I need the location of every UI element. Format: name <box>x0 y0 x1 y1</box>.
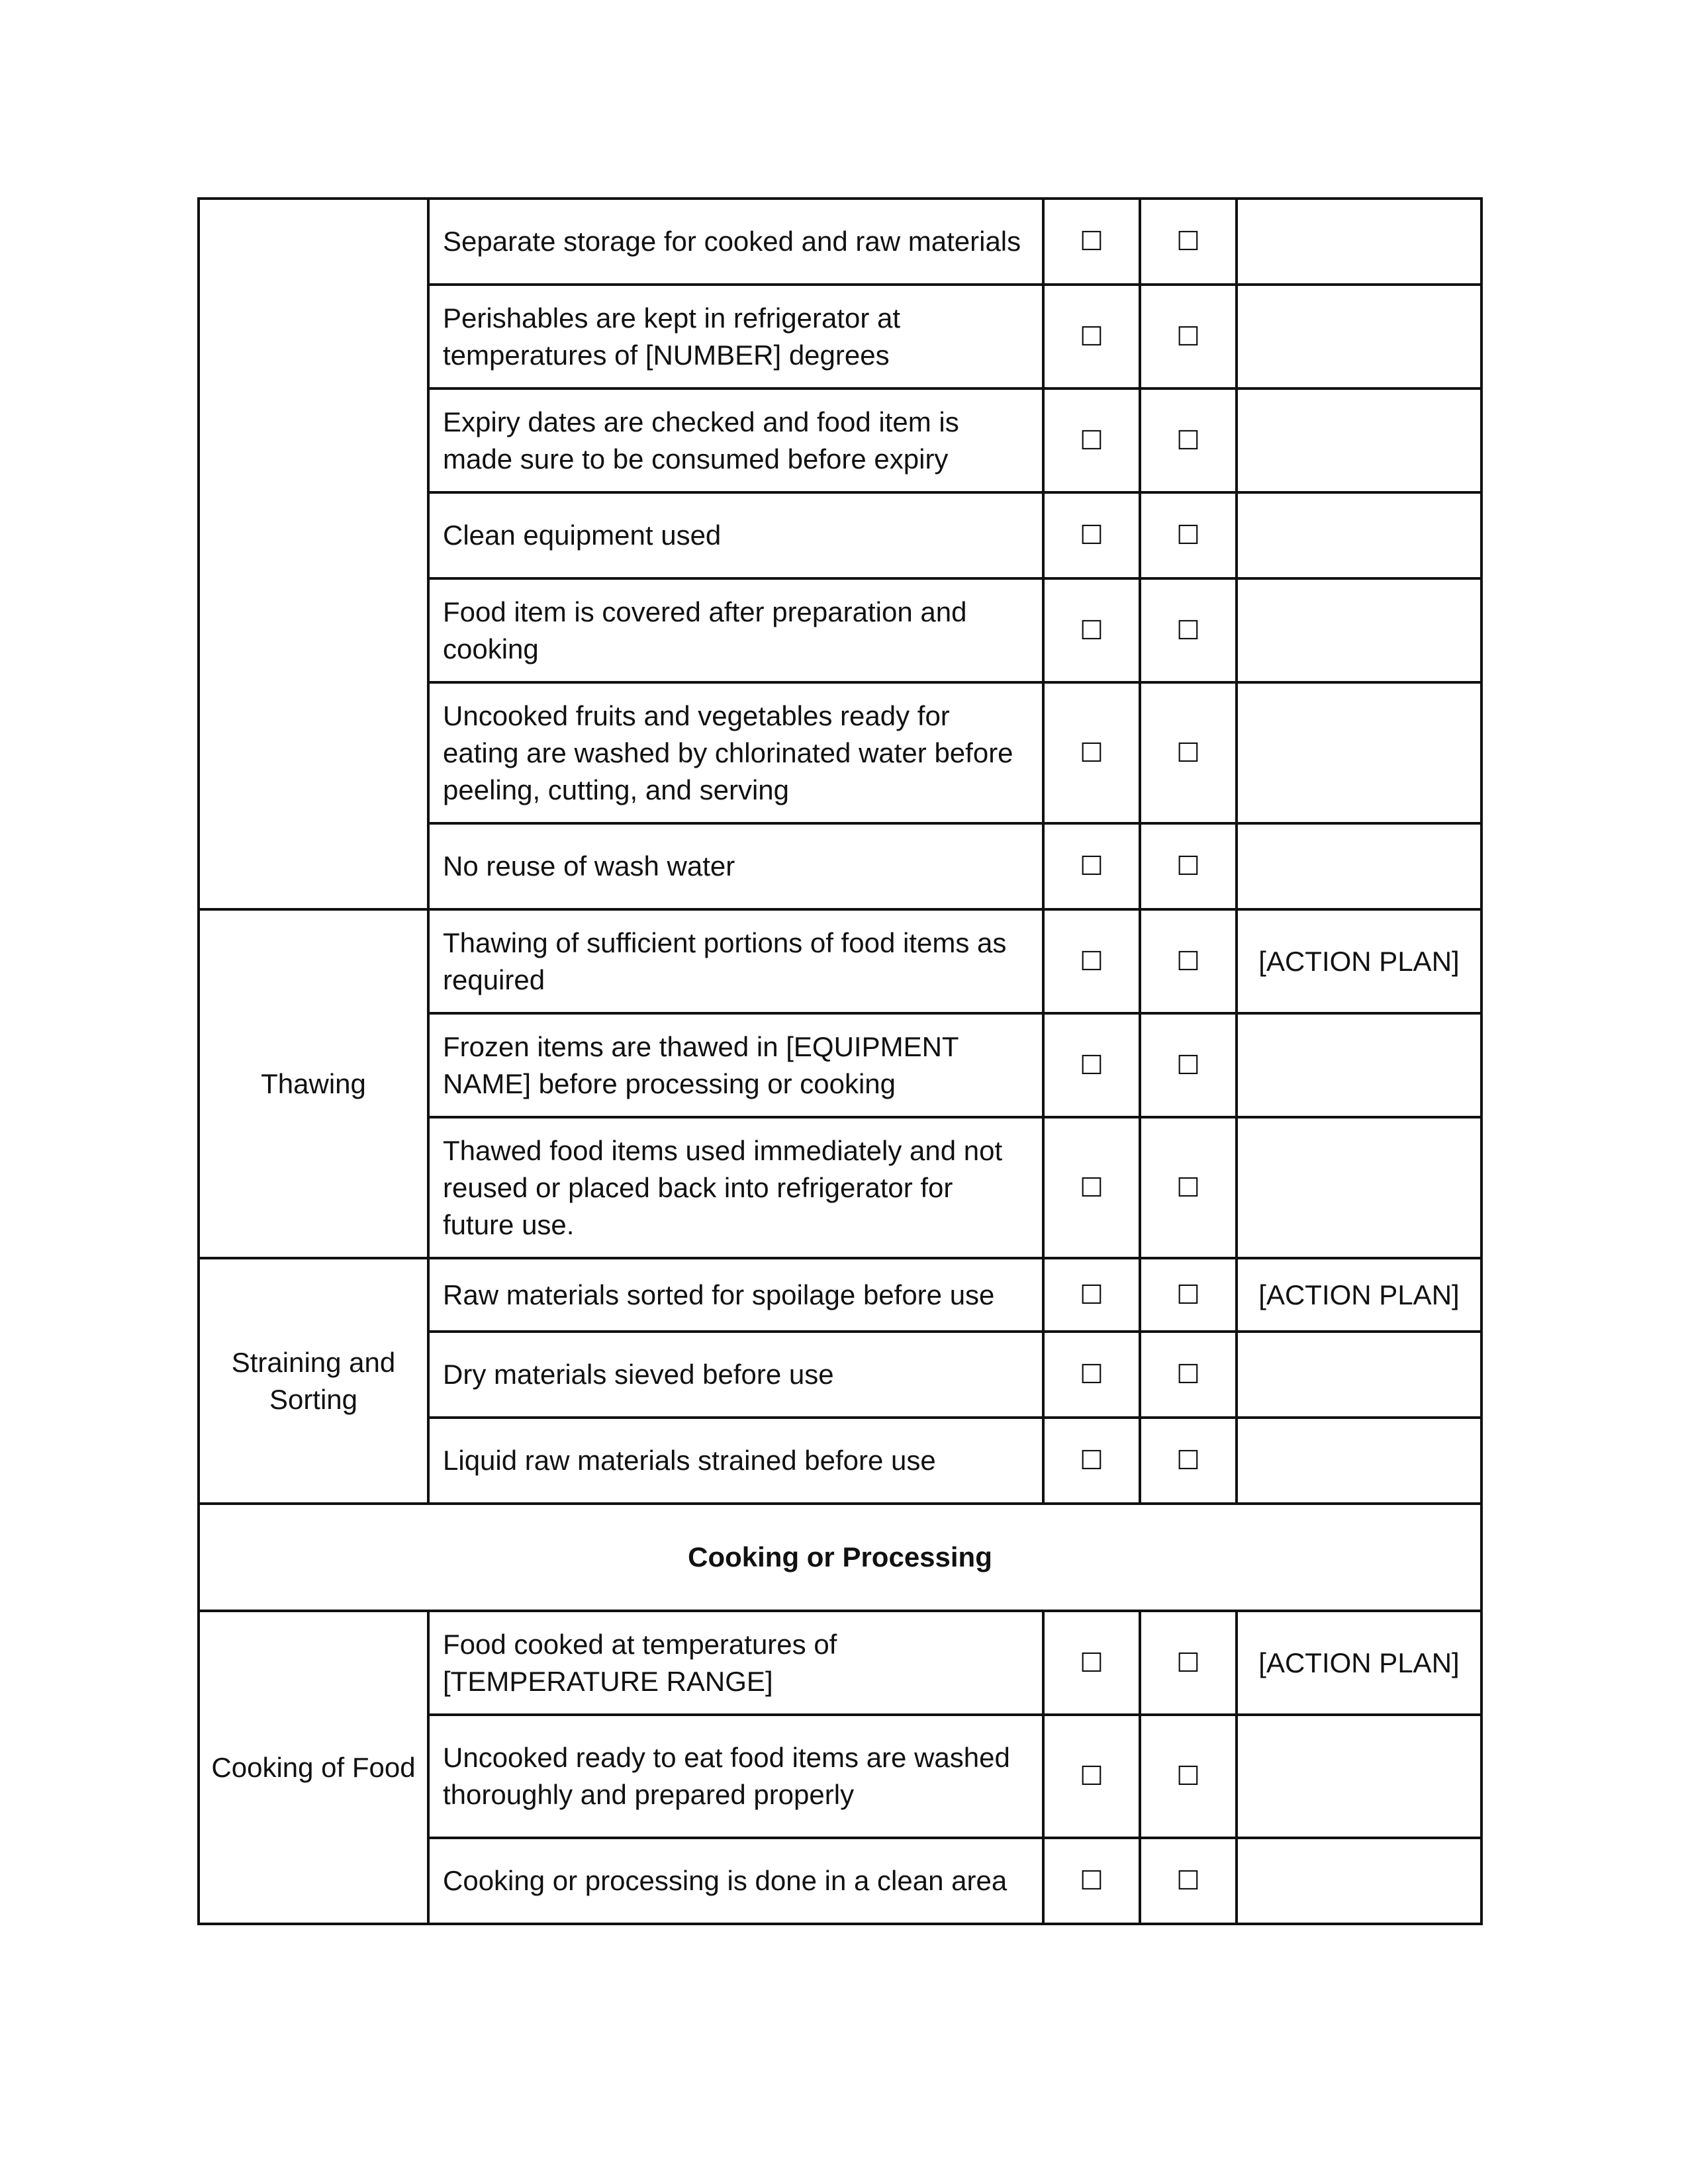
checklist-item: Raw materials sorted for spoilage before use <box>428 1258 1043 1332</box>
no-checkbox[interactable]: ☐ <box>1140 1013 1237 1117</box>
category-cell: Straining and Sorting <box>199 1258 428 1504</box>
checklist-item: Dry materials sieved before use <box>428 1332 1043 1418</box>
no-checkbox[interactable]: ☐ <box>1140 578 1237 682</box>
checklist-item: Uncooked fruits and vegetables ready for eating are washed by chlorinated water before peeling, cutting, and serving <box>428 682 1043 823</box>
action-plan-cell <box>1237 1838 1481 1924</box>
checklist-item: Thawed food items used immediately and not reused or placed back into refrigerator for future use. <box>428 1117 1043 1258</box>
yes-checkbox[interactable]: ☐ <box>1043 909 1140 1013</box>
yes-checkbox[interactable]: ☐ <box>1043 1332 1140 1418</box>
yes-checkbox[interactable]: ☐ <box>1043 1611 1140 1715</box>
category-cell: Thawing <box>199 909 428 1258</box>
action-plan-cell <box>1237 388 1481 492</box>
yes-checkbox[interactable]: ☐ <box>1043 1715 1140 1838</box>
no-checkbox[interactable]: ☐ <box>1140 1715 1237 1838</box>
action-plan-cell <box>1237 1332 1481 1418</box>
no-checkbox[interactable]: ☐ <box>1140 285 1237 388</box>
no-checkbox[interactable]: ☐ <box>1140 388 1237 492</box>
no-checkbox[interactable]: ☐ <box>1140 909 1237 1013</box>
section-heading-row <box>199 1504 1481 1611</box>
checklist-item: Separate storage for cooked and raw materials <box>428 199 1043 285</box>
yes-checkbox[interactable]: ☐ <box>1043 1258 1140 1332</box>
action-plan-cell <box>1237 1117 1481 1258</box>
no-checkbox[interactable]: ☐ <box>1140 823 1237 909</box>
checklist-item: Clean equipment used <box>428 492 1043 578</box>
yes-checkbox[interactable]: ☐ <box>1043 492 1140 578</box>
no-checkbox[interactable]: ☐ <box>1140 1258 1237 1332</box>
yes-checkbox[interactable]: ☐ <box>1043 823 1140 909</box>
action-plan-cell <box>1237 1715 1481 1838</box>
action-plan-cell <box>1237 285 1481 388</box>
action-plan-cell <box>1237 823 1481 909</box>
checklist-item: Thawing of sufficient portions of food items as required <box>428 909 1043 1013</box>
no-checkbox[interactable]: ☐ <box>1140 199 1237 285</box>
no-checkbox[interactable]: ☐ <box>1140 492 1237 578</box>
table-row <box>199 1258 1481 1332</box>
yes-checkbox[interactable]: ☐ <box>1043 1418 1140 1504</box>
category-cell: Cooking of Food <box>199 1611 428 1924</box>
checklist-item: Expiry dates are checked and food item is made sure to be consumed before expiry <box>428 388 1043 492</box>
checklist-item: Perishables are kept in refrigerator at temperatures of [NUMBER] degrees <box>428 285 1043 388</box>
action-plan-cell: [ACTION PLAN] <box>1237 909 1481 1013</box>
checklist-item: Uncooked ready to eat food items are washed thoroughly and prepared properly <box>428 1715 1043 1838</box>
no-checkbox[interactable]: ☐ <box>1140 1838 1237 1924</box>
action-plan-cell <box>1237 682 1481 823</box>
action-plan-cell <box>1237 492 1481 578</box>
checklist-item: Cooking or processing is done in a clean area <box>428 1838 1043 1924</box>
yes-checkbox[interactable]: ☐ <box>1043 388 1140 492</box>
no-checkbox[interactable]: ☐ <box>1140 1611 1237 1715</box>
checklist-item: Food cooked at temperatures of [TEMPERATURE RANGE] <box>428 1611 1043 1715</box>
no-checkbox[interactable]: ☐ <box>1140 1332 1237 1418</box>
section-heading: Cooking or Processing <box>199 1504 1481 1611</box>
checklist-table <box>197 197 1483 1925</box>
checklist-item: No reuse of wash water <box>428 823 1043 909</box>
checklist-item: Frozen items are thawed in [EQUIPMENT NAME] before processing or cooking <box>428 1013 1043 1117</box>
yes-checkbox[interactable]: ☐ <box>1043 1117 1140 1258</box>
action-plan-cell: [ACTION PLAN] <box>1237 1258 1481 1332</box>
yes-checkbox[interactable]: ☐ <box>1043 1013 1140 1117</box>
no-checkbox[interactable]: ☐ <box>1140 682 1237 823</box>
no-checkbox[interactable]: ☐ <box>1140 1418 1237 1504</box>
category-cell <box>199 199 428 909</box>
checklist-item: Food item is covered after preparation and cooking <box>428 578 1043 682</box>
yes-checkbox[interactable]: ☐ <box>1043 199 1140 285</box>
action-plan-cell: [ACTION PLAN] <box>1237 1611 1481 1715</box>
yes-checkbox[interactable]: ☐ <box>1043 682 1140 823</box>
action-plan-cell <box>1237 1013 1481 1117</box>
table-row <box>199 199 1481 285</box>
table-row <box>199 909 1481 1013</box>
action-plan-cell <box>1237 199 1481 285</box>
table-row <box>199 1611 1481 1715</box>
yes-checkbox[interactable]: ☐ <box>1043 1838 1140 1924</box>
checklist-item: Liquid raw materials strained before use <box>428 1418 1043 1504</box>
no-checkbox[interactable]: ☐ <box>1140 1117 1237 1258</box>
yes-checkbox[interactable]: ☐ <box>1043 285 1140 388</box>
action-plan-cell <box>1237 578 1481 682</box>
yes-checkbox[interactable]: ☐ <box>1043 578 1140 682</box>
action-plan-cell <box>1237 1418 1481 1504</box>
